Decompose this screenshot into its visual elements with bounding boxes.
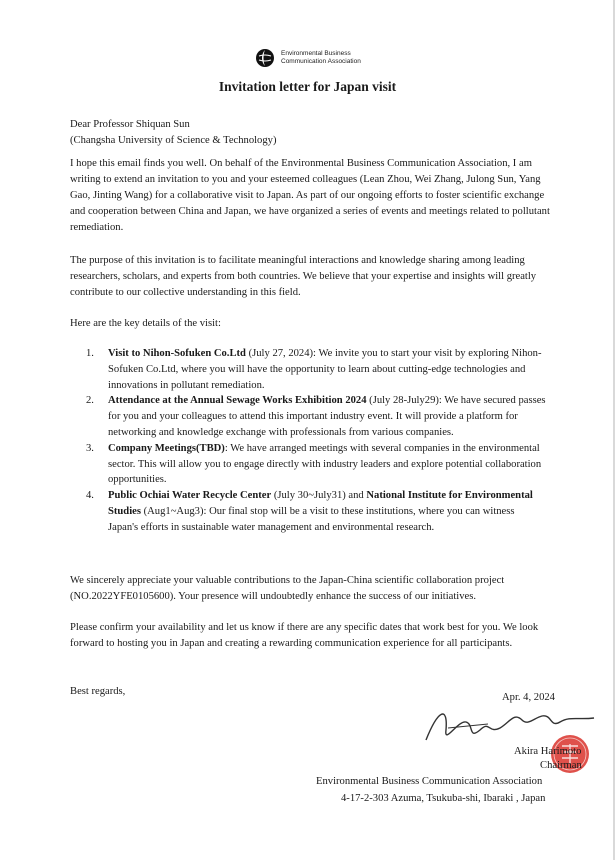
item-title: Attendance at the Annual Sewage Works Exhibition 2024 (108, 395, 367, 407)
salutation (70, 117, 560, 149)
item-mid-text: (July 30~July31) and (271, 490, 367, 502)
item-text: (July 27, 2024): We invite you to start your visit by exploring Nihon-Sofuken Co.Ltd, where you will have the opportunity to learn about cutting-edge technologies and innovations in pollutant remediation. (108, 348, 542, 391)
list-item (86, 441, 546, 488)
letter-date: Apr. 4, 2024 (502, 692, 555, 703)
item-text: (Aug1~Aug3): Our final stop will be a visit to these institutions, where you can witness Japan's efforts in sustainable water management and environmental research. (108, 505, 515, 533)
paragraph-details-intro: Here are the key details of the visit: (70, 318, 221, 329)
item-title: Public Ochiai Water Recycle Center (108, 490, 272, 502)
globe-leaf-icon (255, 48, 275, 68)
list-item (86, 488, 546, 535)
list-number: 3. (86, 442, 94, 454)
signer-organization: Environmental Business Communication Association (316, 776, 543, 787)
list-number: 4. (86, 490, 94, 502)
item-text: (July 28-July29): We have secured passes for you and your colleagues to attend this important industry event. It will provide a platform for networking and knowledge exchange with professionals from various companies. (108, 395, 546, 438)
logo-line-1: Environmental Business (281, 50, 351, 57)
paragraph-intro: I hope this email finds you well. On behalf of the Environmental Business Communication Association, I am writing to extend an invitation to you and your esteemed colleagues (Lean Zhou, Wei Zhang, Julong Sun, Yang Gao, Jinting Wang) for a collaborative visit to Japan. As part of our ongoing efforts to foster scientific exchange and cooperation between China and Japan, we have organized a series of events and meetings related to pollutant remediation. (70, 158, 550, 233)
salutation-line-2: (Changsha University of Science & Technology) (70, 135, 277, 146)
item-text: : We have arranged meetings with several companies in the environmental sector. This will allow you to engage directly with industry leaders and explore potential collaboration opportunities. (108, 442, 542, 486)
salutation-line-1: Dear Professor Shiquan Sun (70, 119, 190, 130)
list-item (86, 346, 546, 393)
org-logo (255, 48, 361, 68)
visit-details-list (86, 346, 546, 536)
letter-title: Invitation letter for Japan visit (218, 79, 397, 94)
paragraph-appreciation: We sincerely appreciate your valuable contributions to the Japan-China scientific collaboration project (NO.2022YFE0105600). Your presence will undoubtedly enhance the success of our initiatives. (70, 575, 505, 602)
item-title-2: National Institute for Environmental Studies (108, 490, 533, 517)
item-title: Company Meetings(TBD) (108, 442, 225, 454)
logo-line-2: Communication Association (281, 58, 361, 65)
logo-text (281, 50, 361, 66)
paragraph-purpose: The purpose of this invitation is to facilitate meaningful interactions and knowledge sharing among leading researchers, scholars, and experts from both countries. We believe that your expertise and insights will greatly contribute to our collective understanding in this field. (70, 255, 537, 298)
list-number: 2. (86, 395, 94, 407)
signer-role: Chairman (540, 760, 582, 771)
closing: Best regards, (70, 686, 126, 697)
paragraph-confirm: Please confirm your availability and let us know if there are any specific dates that work best for you. We look forward to hosting you in Japan and creating a rewarding communication experience for all participants. (70, 622, 539, 649)
item-title: Visit to Nihon-Sofuken Co.Ltd (108, 348, 246, 359)
signer-address: 4-17-2-303 Azuma, Tsukuba-shi, Ibaraki , Japan (341, 793, 546, 804)
list-number: 1. (86, 348, 94, 359)
signer-name: Akira Harimoto (514, 746, 582, 757)
list-item (86, 393, 546, 440)
